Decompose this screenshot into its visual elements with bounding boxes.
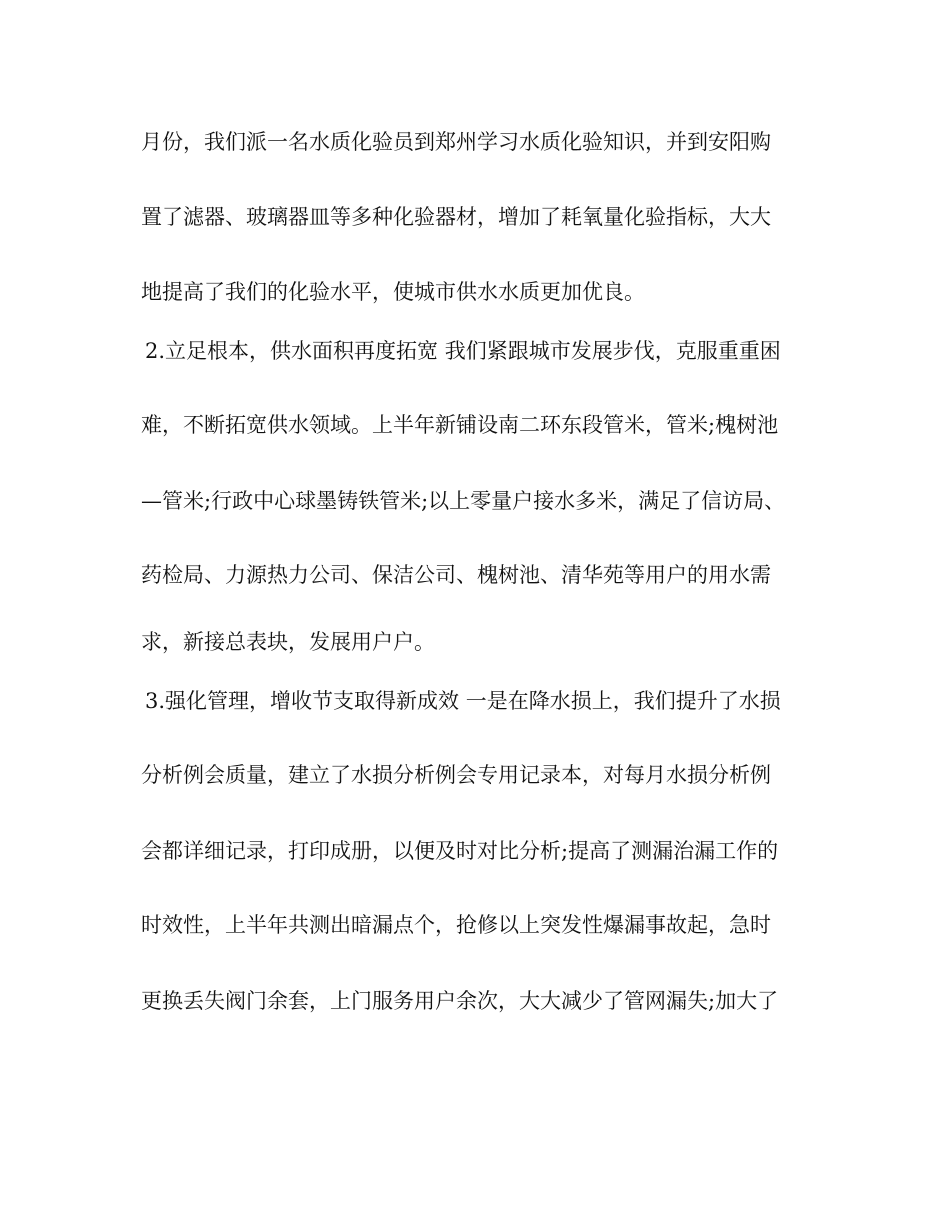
text-line: 置了滤器、玻璃器皿等多种化验器材，增加了耗氧量化验指标，大大: [141, 205, 771, 229]
text-line: 会都详细记录，打印成册，以便及时对比分析;提高了测漏治漏工作的: [141, 839, 779, 863]
text-line: 分析例会质量，建立了水损分析例会专用记录本，对每月水损分析例: [141, 763, 771, 787]
text-line: 求，新接总表块，发展用户户。: [141, 630, 435, 654]
text-line: 更换丢失阀门余套，上门服务用户余次，大大减少了管网漏失;加大了: [141, 989, 779, 1013]
text-line: 时效性，上半年共测出暗漏点个，抢修以上突发性爆漏事故起，急时: [141, 913, 771, 937]
text-line: —管米;行政中心球墨铸铁管米;以上零量户接水多米，满足了信访局、: [141, 489, 786, 513]
text-line: 月份，我们派一名水质化验员到郑州学习水质化验知识，并到安阳购: [141, 130, 771, 154]
text-line: 难，不断拓宽供水领域。上半年新铺设南二环东段管米，管米;槐树池: [141, 413, 779, 437]
section-heading-line: 3.强化管理，增收节支取得新成效 一是在降水损上，我们提升了水损: [145, 689, 781, 713]
section-heading-line: 2.立足根本，供水面积再度拓宽 我们紧跟城市发展步伐，克服重重困: [145, 339, 781, 363]
text-line: 药检局、力源热力公司、保洁公司、槐树池、清华苑等用户的用水需: [141, 563, 771, 587]
text-line: 地提高了我们的化验水平，使城市供水水质更加优良。: [141, 280, 645, 304]
